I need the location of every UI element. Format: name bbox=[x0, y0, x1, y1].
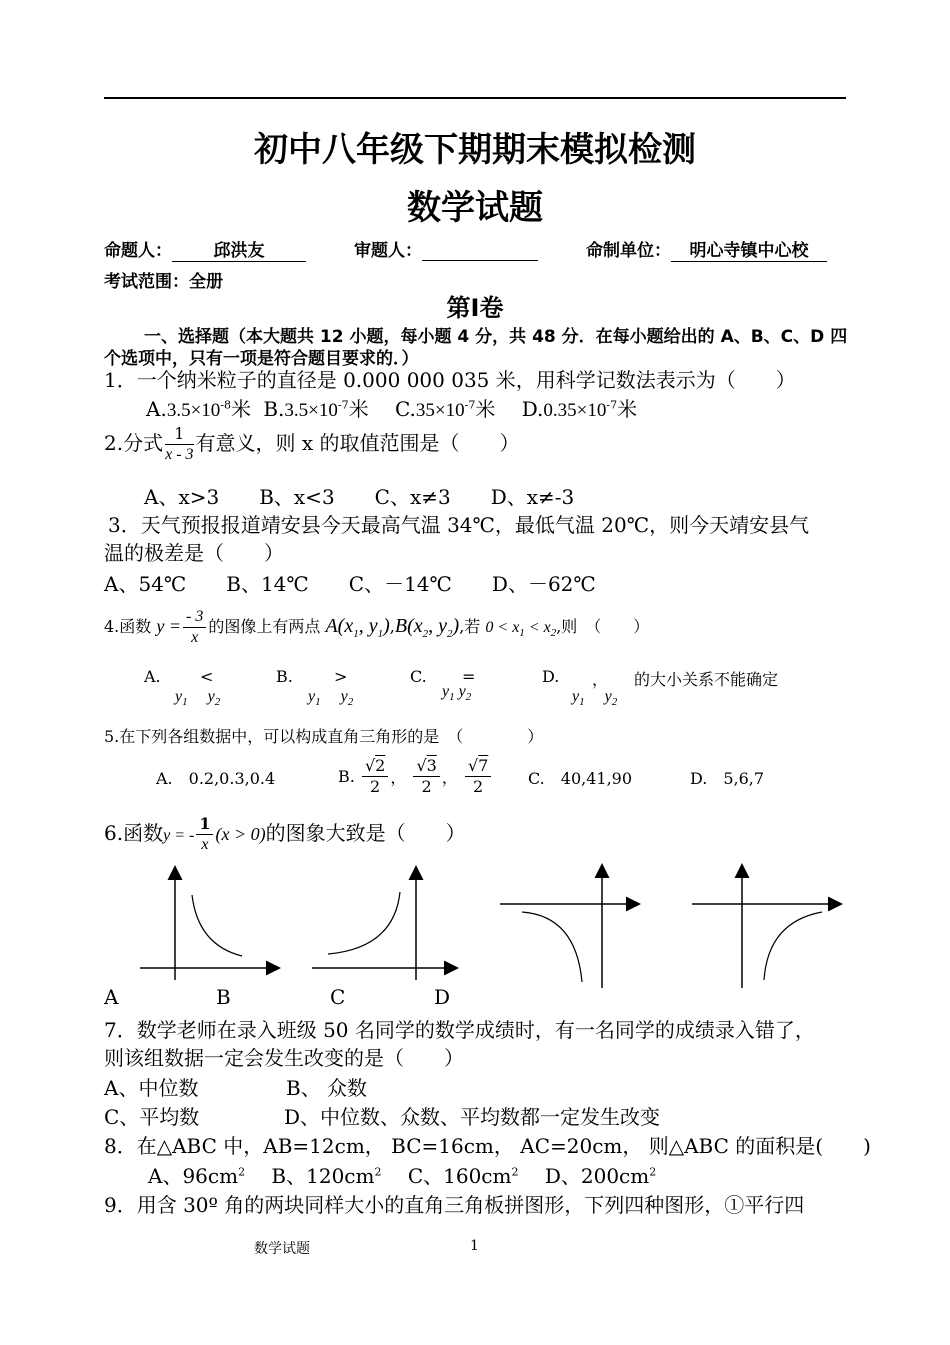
q4-opt-a-label: A. bbox=[144, 667, 161, 686]
q8-options bbox=[148, 1160, 656, 1189]
section-instructions-1: 一、选择题（本大题共 12 小题，每小题 4 分，共 48 分．在每小题给出的 A、B、C、D 四 bbox=[144, 327, 848, 347]
footer-title: 数学试题 bbox=[254, 1241, 310, 1257]
q7-opt-a: A、中位数 bbox=[104, 1076, 199, 1100]
reviewer-line bbox=[354, 236, 538, 261]
page-title: 初中八年级下期期末模拟检测 bbox=[254, 130, 696, 170]
unit-label: 命制单位： bbox=[586, 241, 671, 261]
q4-opt-d-vars: $y_1$ $y_2$ bbox=[572, 688, 618, 709]
q9-stem: 9．用含 30º 角的两块同样大小的直角三角板拼图形，下列四种图形，①平行四 bbox=[104, 1193, 805, 1217]
q5-frac-3: $\frac{√7}{2}$ bbox=[465, 756, 491, 797]
q5-stem: 5.在下列各组数据中，可以构成直角三角形的是 （ ） bbox=[104, 727, 544, 746]
q4-opt-d-rel: ， bbox=[592, 670, 609, 689]
q7-line1: 7．数学老师在录入班级 50 名同学的数学成绩时，有一名同学的成绩录入错了， bbox=[104, 1018, 815, 1042]
volume-heading: 第Ⅰ卷 bbox=[446, 294, 504, 322]
q5-opt-d: D. 5,6,7 bbox=[690, 769, 765, 788]
q5-opt-b: B. $\frac{√2}{2}$ ， $\frac{√3}{2}$ ， $\frac{√7}{2}$ bbox=[338, 756, 493, 797]
q4-opt-a-vars: $y_1$ $y_2$ bbox=[175, 688, 221, 709]
q4-opt-c-rel: = bbox=[462, 667, 476, 686]
curve bbox=[764, 912, 822, 980]
q4-opt-b-vars: $y_1$ $y_2$ bbox=[308, 688, 354, 709]
q1-opt-d: $D.0.35\times 10^{-7}$米 bbox=[521, 397, 638, 421]
q5-opt-c: C. 40,41,90 bbox=[528, 769, 633, 788]
author-line bbox=[104, 236, 306, 262]
q1-opt-c: $C.35\times 10^{-7}$米 bbox=[394, 397, 496, 421]
q4-opt-c-label: C. bbox=[410, 667, 427, 686]
q8-stem: 8．在△ABC 中，AB=12cm， BC=16cm， AC=20cm， 则△ABC 的面积是( ) bbox=[104, 1134, 871, 1158]
q4-fraction: $\frac{- 3}{x}$ bbox=[183, 607, 206, 648]
q5-frac-1: $\frac{√2}{2}$ bbox=[362, 756, 388, 797]
q7-opt-b: B、 众数 bbox=[286, 1076, 368, 1100]
page-number: 1 bbox=[470, 1238, 479, 1254]
q7-opt-c: C、平均数 bbox=[104, 1105, 200, 1129]
q4-opt-d-text: 的大小关系不能确定 bbox=[634, 670, 779, 689]
author-label: 命题人： bbox=[104, 241, 172, 261]
top-rule bbox=[104, 97, 846, 99]
q7-line2: 则该组数据一定会发生改变的是（ ） bbox=[104, 1046, 464, 1070]
q4-opt-c-vars: $y_1$ $y_2$ bbox=[442, 683, 472, 704]
q8-opt-a: A、$96cm^2$ bbox=[148, 1164, 246, 1188]
q6-fraction: $\frac{1}{x}$ bbox=[196, 814, 213, 855]
graph-d bbox=[688, 860, 848, 990]
q8-opt-c: C、$160cm^2$ bbox=[407, 1164, 519, 1188]
q8-opt-d: D、$200cm^2$ bbox=[544, 1164, 657, 1188]
graph-a bbox=[130, 860, 290, 985]
q1-stem: 1．一个纳米粒子的直径是 0.000 000 035 米，用科学记数法表示为（ ） bbox=[104, 368, 796, 392]
q7-opt-d: D、中位数、众数、平均数都一定发生改变 bbox=[284, 1105, 661, 1129]
q4-stem: 4.函数 y = $\frac{- 3}{x}$ 的图像上有两点 $A(x_1$, $y_1),B(x_2$, $y_2$),若 $0 < x_1 < x_2$,则 （ ） bbox=[104, 608, 650, 646]
section-instructions-2: 个选项中，只有一项是符合题目要求的．） bbox=[104, 349, 419, 369]
q4-opt-d-label: D. bbox=[542, 667, 560, 686]
q4-opt-b-rel: > bbox=[334, 667, 348, 686]
q1-opt-b: $B.3.5\times 10^{-7}$米 bbox=[263, 397, 369, 421]
reviewer-label: 审题人： bbox=[354, 241, 422, 261]
q6-stem: 6.函数y = - $\frac{1}{x}$ (x > 0)的图象大致是（ ） bbox=[104, 814, 466, 853]
unit-line bbox=[586, 236, 827, 262]
q4-opt-a-rel: < bbox=[200, 667, 214, 686]
page-subtitle: 数学试题 bbox=[407, 188, 543, 228]
graph-label-a: A bbox=[104, 985, 119, 1009]
q3-options: A、54℃ B、14℃ C、－14℃ D、－62℃ bbox=[104, 572, 596, 596]
author-value: 邱洪友 bbox=[172, 236, 306, 262]
q1-opt-a: $A.3.5\times 10^{-8}$米 bbox=[146, 397, 251, 421]
graph-label-d: D bbox=[434, 985, 451, 1009]
unit-value: 明心寺镇中心校 bbox=[671, 236, 827, 262]
q2-options: A、x>3 B、x<3 C、x≠3 D、x≠-3 bbox=[144, 485, 575, 509]
curve bbox=[522, 912, 582, 982]
exam-scope: 考试范围：全册 bbox=[104, 272, 223, 292]
graph-label-b: B bbox=[216, 985, 231, 1009]
q8-opt-b: B、$120cm^2$ bbox=[271, 1164, 382, 1188]
q4-opt-b-label: B. bbox=[276, 667, 293, 686]
q3-line2: 温的极差是（ ） bbox=[104, 541, 284, 565]
q1-options bbox=[146, 393, 637, 422]
curve bbox=[192, 895, 242, 956]
reviewer-value bbox=[422, 240, 538, 261]
graph-b bbox=[306, 860, 466, 985]
q2-stem: 2.分式 $\frac{1}{x - 3}$ 有意义，则 x 的取值范围是（ ） bbox=[104, 424, 520, 463]
q3-line1: 3．天气预报报道靖安县今天最高气温 34℃，最低气温 20℃，则今天靖安县气 bbox=[108, 513, 810, 537]
graph-label-c: C bbox=[330, 985, 346, 1009]
graph-c bbox=[496, 860, 646, 990]
curve bbox=[328, 892, 400, 954]
q5-frac-2: $\frac{√3}{2}$ bbox=[413, 756, 439, 797]
q2-fraction: $\frac{1}{x - 3}$ bbox=[165, 424, 194, 463]
q5-opt-a: A. 0.2,0.3,0.4 bbox=[156, 769, 276, 788]
